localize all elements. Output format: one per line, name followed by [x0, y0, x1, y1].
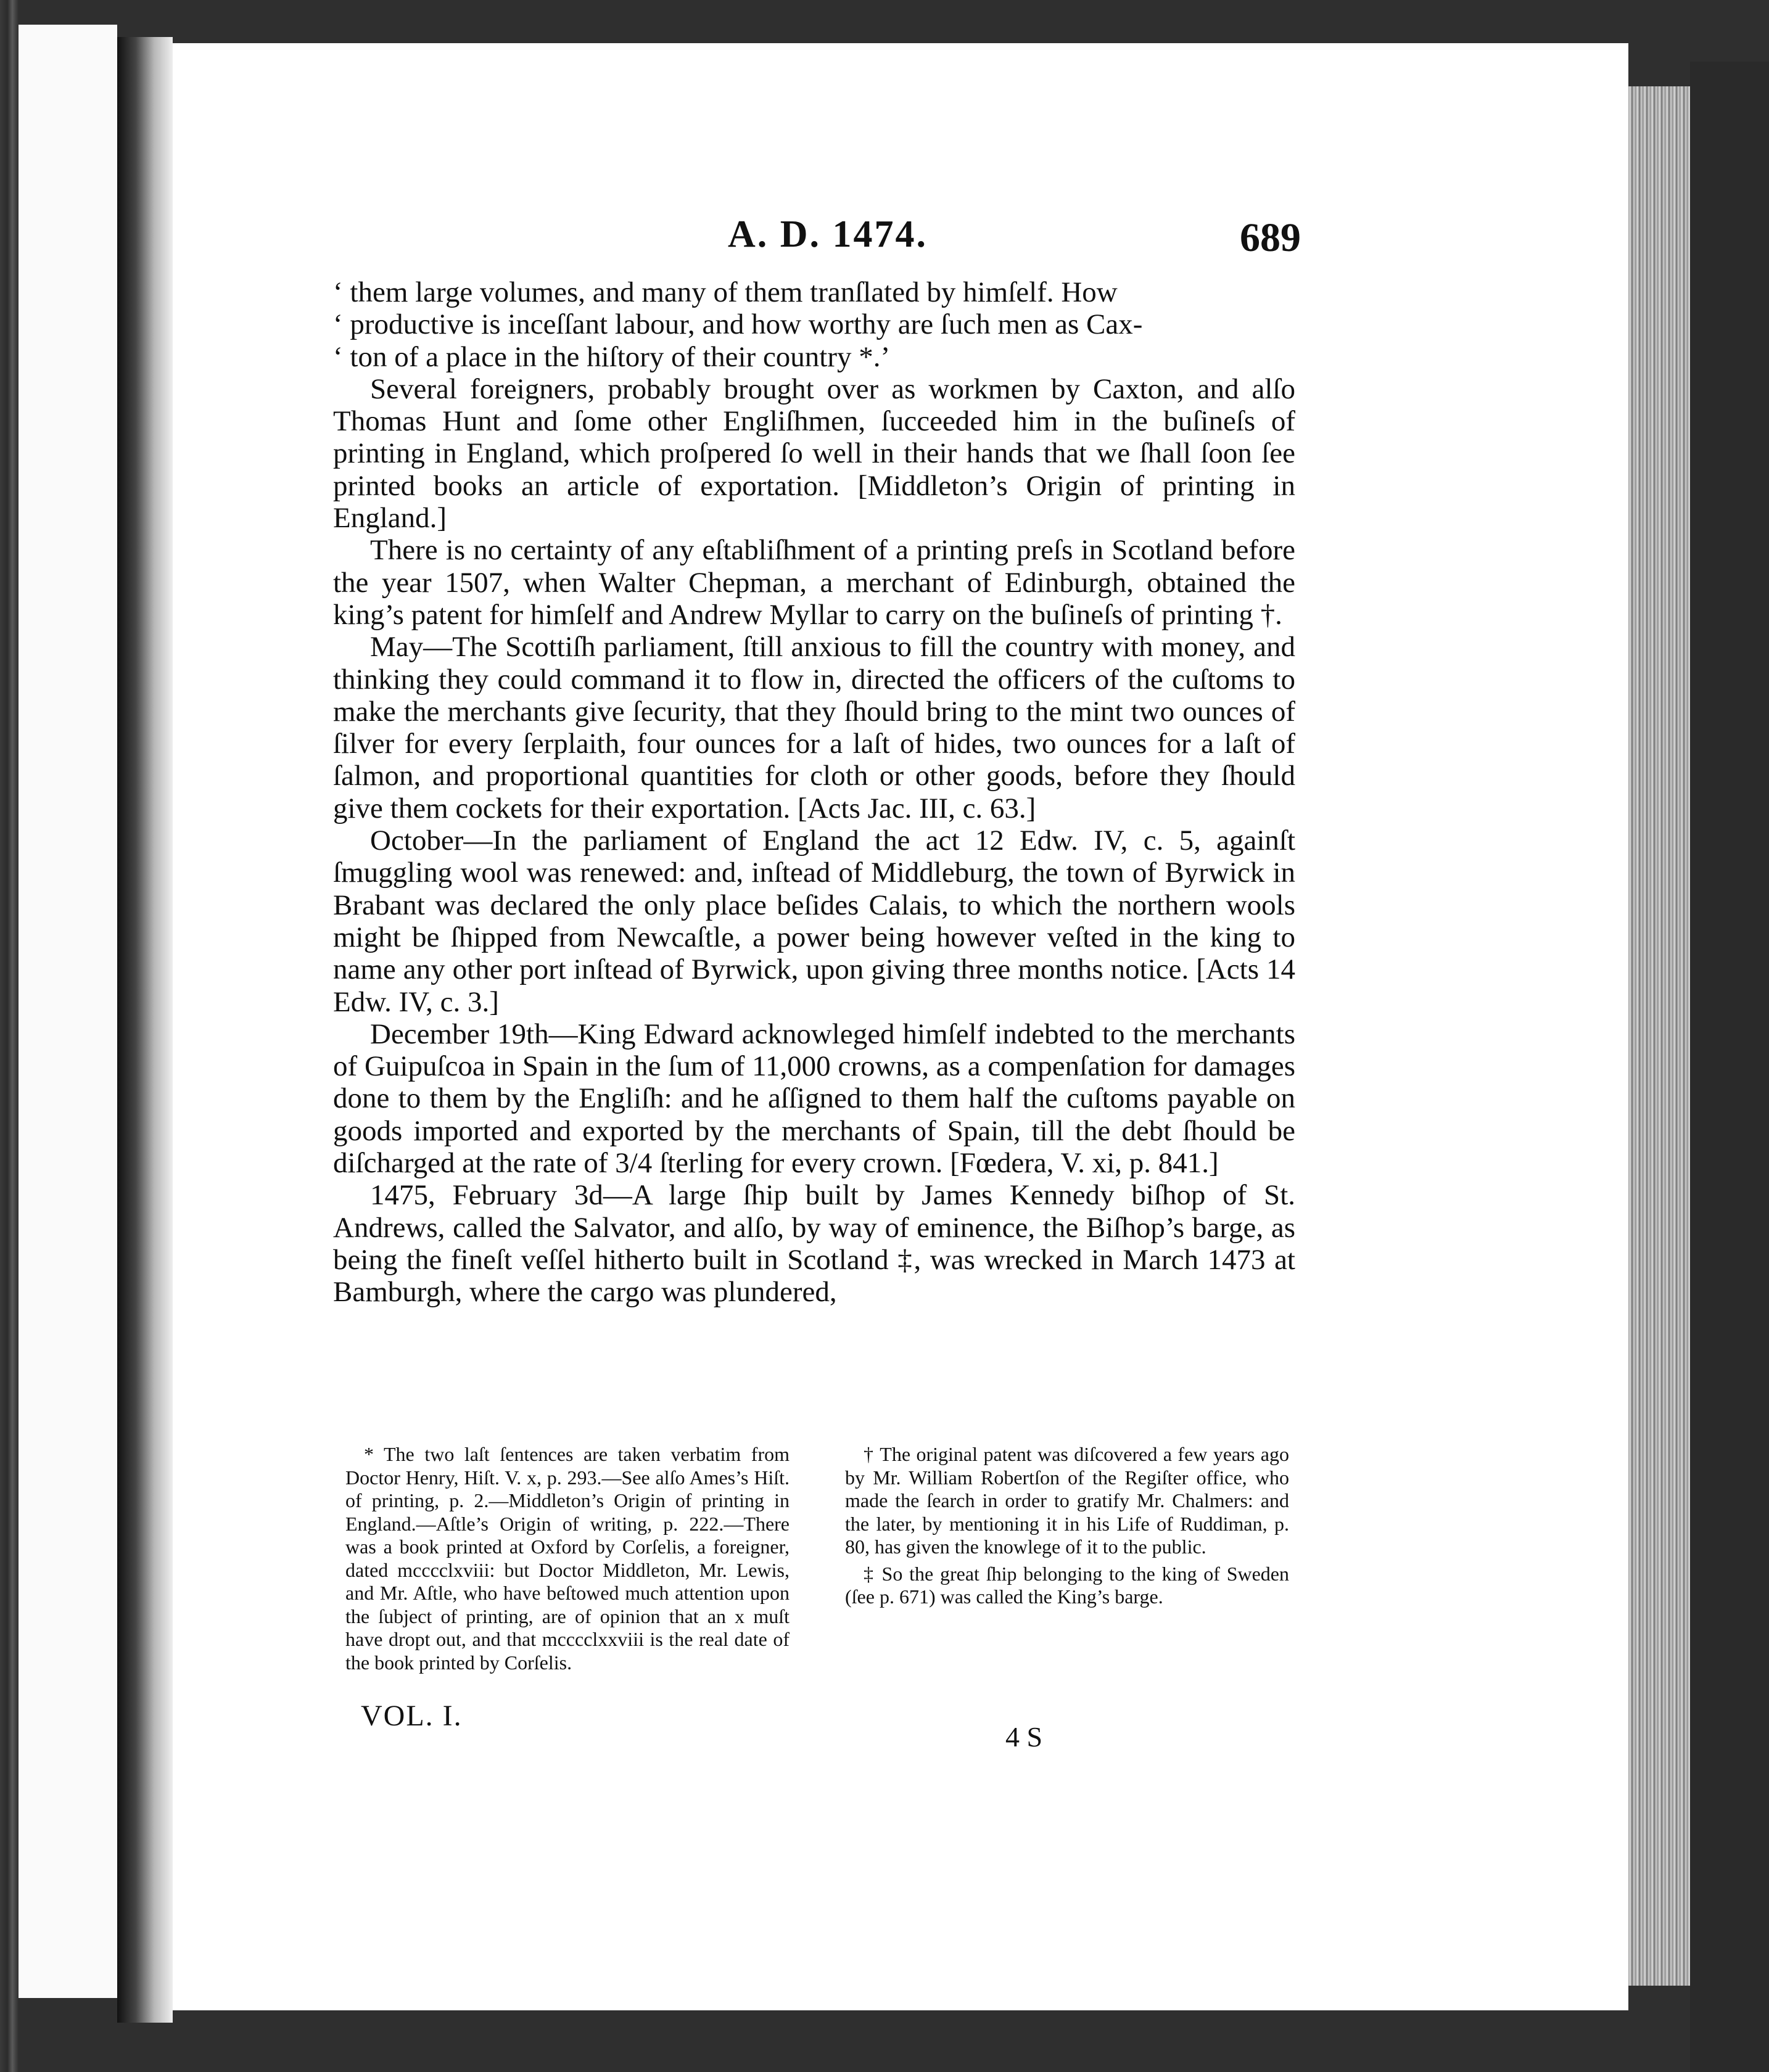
- scan-margin-right: [1690, 62, 1769, 2072]
- paragraph-may: May—The Scottiſh parliament, ſtill anxious to fill the country with money, and thinking they could command it to flow in, directed the officers of the cuſtoms to make the merchants give ſecurity, that they ſhould bring to the mint two ounces of ſilver for every ſerplaith, four ounces for a laſt of hides, two ounces for a laſt of ſalmon, and proportional quantities for cloth or other goods, before they ſhould give them cockets for their exportation. [Acts Jac. III, c. 63.]: [333, 631, 1295, 824]
- footnotes-left-column: [345, 1443, 790, 1678]
- paragraph-printing-successors: Several foreigners, probably brought over as workmen by Caxton, and alſo Thomas Hunt and ſome other Engliſhmen, ſucceeded him in the buſineſs of printing in England, which proſpered ſo well in their hands that we ſhall ſoon ſee printed books an article of exportation. [Middleton’s Origin of printing in England.]: [333, 372, 1295, 535]
- page-stack-edge: [1628, 86, 1690, 1986]
- paragraph-scotland-press: There is no certainty of any eſtabliſhment of a printing preſs in Scotland before the year 1507, when Walter Chepman, a merchant of Edinburgh, obtained the king’s patent for himſelf and Andrew Myllar to carry on the buſineſs of printing †.: [333, 534, 1295, 631]
- running-title: A. D. 1474.: [728, 213, 928, 255]
- page-number: 689: [1240, 215, 1301, 260]
- quote-line: ‘ ton of a place in the hiſtory of their country *.’: [333, 340, 891, 373]
- volume-marker: VOL. I.: [361, 1700, 463, 1732]
- footnotes-right-column: [845, 1443, 1289, 1678]
- footnote: † The original patent was diſcovered a few years ago by Mr. William Robertſon of the Regiſter office, who made the ſearch in order to gratify Mr. Chalmers: and the later, by mentioning it in his Life of Ruddiman, p. 80, has given the knowlege of it to the public.: [845, 1443, 1289, 1558]
- main-text: [333, 276, 1295, 1309]
- paragraph-december: December 19th—King Edward acknowleged himſelf indebted to the merchants of Guipuſcoa in Spain in the ſum of 11,000 crowns, as a compenſation for damages done to them by the Engliſh: and he aſſigned to them half the cuſtoms payable on goods imported and exported by the merchants of Spain, till the debt ſhould be diſcharged at the rate of 3/4 ſterling for every crown. [Fœdera, V. xi, p. 841.]: [333, 1018, 1295, 1180]
- paragraph-october: October—In the parliament of England the act 12 Edw. IV, c. 5, againſt ſmuggling wool was renewed: and, inſtead of Middleburg, the town of Byrwick in Brabant was declared the only place beſides Calais, to which the northern wools might be ſhipped from Newcaſtle, a power being however veſted in the king to name any other port inſtead of Byrwick, upon giving three months notice. [Acts 14 Edw. IV, c. 3.]: [333, 824, 1295, 1018]
- footnote: * The two laſt ſentences are taken verbatim from Doctor Henry, Hiſt. V. x, p. 293.—See alſo Ames’s Hiſt. of printing, p. 2.—Middleton’s Origin of printing in England.—Aſtle’s Origin of writing, p. 222.—There was a book printed at Oxford by Corſelis, a foreigner, dated mcccclxviii: but Doctor Middleton, Mr. Lewis, and Mr. Aſtle, who have beſtowed much attention upon the ſubject of printing, are of opinion that an x muſt have dropt out, and that mcccclxxviii is the real date of the book printed by Corſelis.: [345, 1443, 790, 1674]
- paragraph-1475: 1475, February 3d—A large ſhip built by James Kennedy biſhop of St. Andrews, called the Salvator, and alſo, by way of eminence, the Biſhop’s barge, as being the fineſt veſſel hitherto built in Scotland ‡, was wrecked in March 1473 at Bamburgh, where the cargo was plundered,: [333, 1179, 1295, 1309]
- book-gutter: [117, 37, 173, 2023]
- facing-page-edge: [19, 25, 117, 1998]
- footnote: ‡ So the great ſhip belonging to the king of Sweden (ſee p. 671) was called the King’s barge.: [845, 1562, 1289, 1608]
- quote-line: ‘ them large volumes, and many of them tranſlated by himſelf. How: [333, 276, 1118, 308]
- quote-line: ‘ productive is inceſſant labour, and how worthy are ſuch men as Cax-: [333, 308, 1143, 341]
- signature-mark: 4 S: [1005, 1721, 1043, 1753]
- footnotes: [345, 1443, 1289, 1678]
